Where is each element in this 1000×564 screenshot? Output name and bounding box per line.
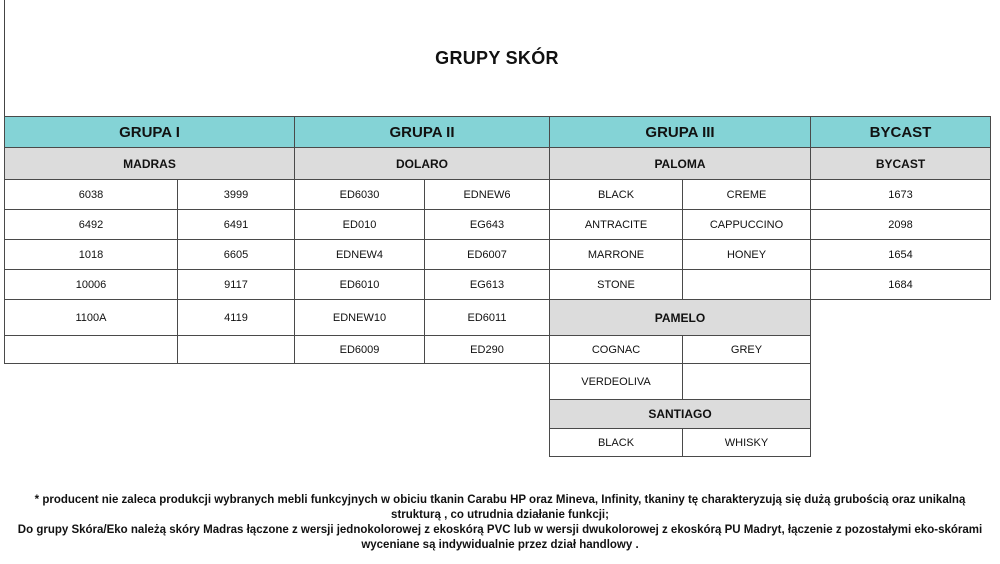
subheader-bycast: BYCAST bbox=[810, 147, 991, 180]
footnote-line: wyceniane są indywidualnie przez dział handlowy . bbox=[361, 539, 639, 551]
dolaro-cell: ED6009 bbox=[294, 335, 425, 364]
subheader-dolaro: DOLARO bbox=[294, 147, 550, 180]
madras-cell: 10006 bbox=[4, 269, 178, 300]
madras-cell: 6038 bbox=[4, 179, 178, 210]
bycast-cell: 1684 bbox=[810, 269, 991, 300]
group-header-grupa-3: GRUPA III bbox=[549, 116, 811, 148]
subheader-paloma: PALOMA bbox=[549, 147, 811, 180]
dolaro-cell: EG643 bbox=[424, 209, 550, 240]
madras-cell: 3999 bbox=[177, 179, 295, 210]
dolaro-cell: ED6007 bbox=[424, 239, 550, 270]
paloma-cell: STONE bbox=[549, 269, 683, 300]
dolaro-cell: EDNEW6 bbox=[424, 179, 550, 210]
madras-cell: 4119 bbox=[177, 299, 295, 336]
madras-cell: 1018 bbox=[4, 239, 178, 270]
pamelo-cell: GREY bbox=[682, 335, 811, 364]
paloma-cell: HONEY bbox=[682, 239, 811, 270]
madras-cell: 1100A bbox=[4, 299, 178, 336]
pamelo-cell: COGNAC bbox=[549, 335, 683, 364]
footnote-line: * producent nie zaleca produkcji wybranych mebli funkcyjnych w obiciu tkanin Carabu HP oraz Mineva, Infinity, tkaniny tę charakteryzują się dużą grubością oraz unikalną bbox=[34, 494, 966, 506]
dolaro-cell: ED6010 bbox=[294, 269, 425, 300]
madras-cell: 6605 bbox=[177, 239, 295, 270]
madras-cell: 6491 bbox=[177, 209, 295, 240]
subheader-madras: MADRAS bbox=[4, 147, 295, 180]
group-header-grupa-2: GRUPA II bbox=[294, 116, 550, 148]
santiago-cell: BLACK bbox=[549, 428, 683, 457]
madras-cell: 6492 bbox=[4, 209, 178, 240]
paloma-cell: CREME bbox=[682, 179, 811, 210]
paloma-cell: BLACK bbox=[549, 179, 683, 210]
dolaro-cell: EG613 bbox=[424, 269, 550, 300]
subheader-pamelo: PAMELO bbox=[549, 299, 811, 336]
dolaro-cell: ED290 bbox=[424, 335, 550, 364]
dolaro-cell: ED6030 bbox=[294, 179, 425, 210]
paloma-cell: CAPPUCCINO bbox=[682, 209, 811, 240]
paloma-cell bbox=[682, 269, 811, 300]
paloma-cell: ANTRACITE bbox=[549, 209, 683, 240]
dolaro-cell: EDNEW4 bbox=[294, 239, 425, 270]
dolaro-cell: ED6011 bbox=[424, 299, 550, 336]
madras-cell bbox=[4, 335, 178, 364]
madras-cell bbox=[177, 335, 295, 364]
dolaro-cell: EDNEW10 bbox=[294, 299, 425, 336]
subheader-santiago: SANTIAGO bbox=[549, 399, 811, 429]
page-title: GRUPY SKÓR bbox=[435, 48, 559, 68]
bycast-cell: 2098 bbox=[810, 209, 991, 240]
group-header-grupa-1: GRUPA I bbox=[4, 116, 295, 148]
group-header-bycast: BYCAST bbox=[810, 116, 991, 148]
dolaro-cell: ED010 bbox=[294, 209, 425, 240]
footnote-line: Do grupy Skóra/Eko należą skóry Madras łączone z wersji jednokolorowej z ekoskórą PVC lub w wersji dwukolorowej z ekoskórą PU Madryt, łączenie z pozostałymi eko-skórami bbox=[17, 524, 983, 536]
santiago-cell: WHISKY bbox=[682, 428, 811, 457]
pamelo-cell: VERDEOLIVA bbox=[549, 363, 683, 400]
madras-cell: 9117 bbox=[177, 269, 295, 300]
pamelo-cell bbox=[682, 363, 811, 400]
bycast-cell: 1654 bbox=[810, 239, 991, 270]
footnote-line: strukturą , co utrudnia działanie funkcji; bbox=[391, 509, 609, 521]
paloma-cell: MARRONE bbox=[549, 239, 683, 270]
footnote bbox=[0, 493, 1000, 553]
bycast-cell: 1673 bbox=[810, 179, 991, 210]
